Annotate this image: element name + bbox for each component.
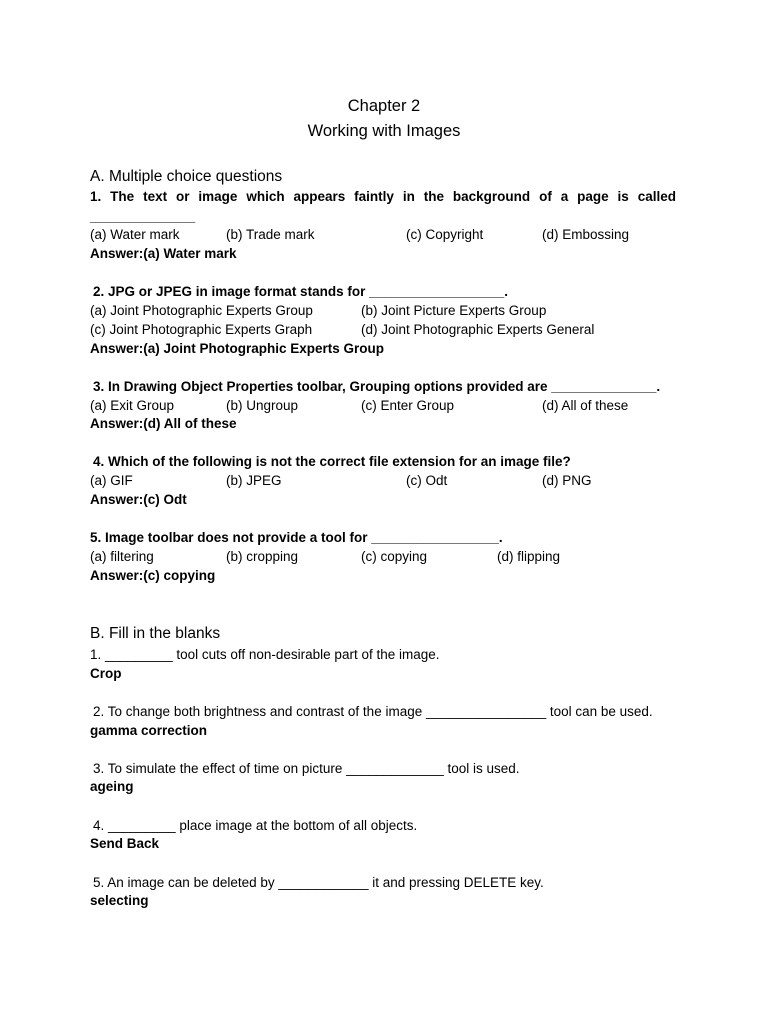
- fill-blank-5-answer: selecting: [90, 893, 149, 908]
- mcq-2-answer: Answer:(a) Joint Photographic Experts Group: [90, 341, 385, 356]
- mcq-question-2: 2. JPG or JPEG in image format stands for __________________.: [93, 284, 508, 299]
- mcq-3-option-a: (a) Exit Group: [90, 398, 175, 413]
- fill-blank-1-answer: Crop: [90, 666, 122, 681]
- mcq-5-option-a: (a) filtering: [90, 549, 154, 564]
- mcq-1-option-a: (a) Water mark: [90, 227, 180, 242]
- fill-blank-1: 1. _________ tool cuts off non-desirable part of the image.: [90, 647, 440, 662]
- mcq-4-option-c: (c) Odt: [406, 473, 448, 488]
- fill-blank-3: 3. To simulate the effect of time on picture _____________ tool is used.: [93, 761, 520, 776]
- mcq-3-option-d: (d) All of these: [542, 398, 629, 413]
- mcq-1-option-b: (b) Trade mark: [226, 227, 315, 242]
- fill-blank-2: 2. To change both brightness and contrast of the image ________________ tool can be used.: [93, 704, 653, 719]
- fill-blank-5: 5. An image can be deleted by ____________ it and pressing DELETE key.: [93, 875, 544, 890]
- mcq-3-option-c: (c) Enter Group: [361, 398, 455, 413]
- fill-blank-3-answer: ageing: [90, 779, 134, 794]
- mcq-question-1: 1. The text or image which appears faintly in the background of a page is called ______________: [90, 189, 676, 224]
- mcq-3-option-b: (b) Ungroup: [226, 398, 299, 413]
- section-a-heading: A. Multiple choice questions: [90, 168, 283, 185]
- mcq-4-option-a: (a) GIF: [90, 473, 133, 488]
- mcq-question-4: 4. Which of the following is not the correct file extension for an image file?: [93, 454, 571, 469]
- mcq-1-answer: Answer:(a) Water mark: [90, 246, 237, 261]
- mcq-2-option-d: (d) Joint Photographic Experts General: [361, 322, 595, 337]
- mcq-5-option-d: (d) flipping: [497, 549, 561, 564]
- mcq-question-3: 3. In Drawing Object Properties toolbar, Grouping options provided are ______________.: [93, 379, 661, 394]
- mcq-4-option-b: (b) JPEG: [226, 473, 282, 488]
- mcq-5-option-b: (b) cropping: [226, 549, 299, 564]
- chapter-label: Chapter 2: [347, 97, 421, 115]
- mcq-4-option-d: (d) PNG: [542, 473, 592, 488]
- mcq-1-option-c: (c) Copyright: [406, 227, 484, 242]
- mcq-2-option-c: (c) Joint Photographic Experts Graph: [90, 322, 313, 337]
- mcq-5-answer: Answer:(c) copying: [90, 568, 216, 583]
- mcq-1-option-d: (d) Embossing: [542, 227, 630, 242]
- section-b-heading: B. Fill in the blanks: [90, 625, 221, 642]
- mcq-question-5: 5. Image toolbar does not provide a tool for _________________.: [90, 530, 503, 545]
- mcq-5-option-c: (c) copying: [361, 549, 428, 564]
- mcq-4-answer: Answer:(c) Odt: [90, 492, 187, 507]
- fill-blank-4-answer: Send Back: [90, 836, 160, 851]
- mcq-3-answer: Answer:(d) All of these: [90, 416, 237, 431]
- chapter-title: Working with Images: [307, 122, 461, 140]
- mcq-2-option-b: (b) Joint Picture Experts Group: [361, 303, 547, 318]
- fill-blank-2-answer: gamma correction: [90, 723, 208, 738]
- fill-blank-4: 4. _________ place image at the bottom of all objects.: [93, 818, 418, 833]
- mcq-2-option-a: (a) Joint Photographic Experts Group: [90, 303, 313, 318]
